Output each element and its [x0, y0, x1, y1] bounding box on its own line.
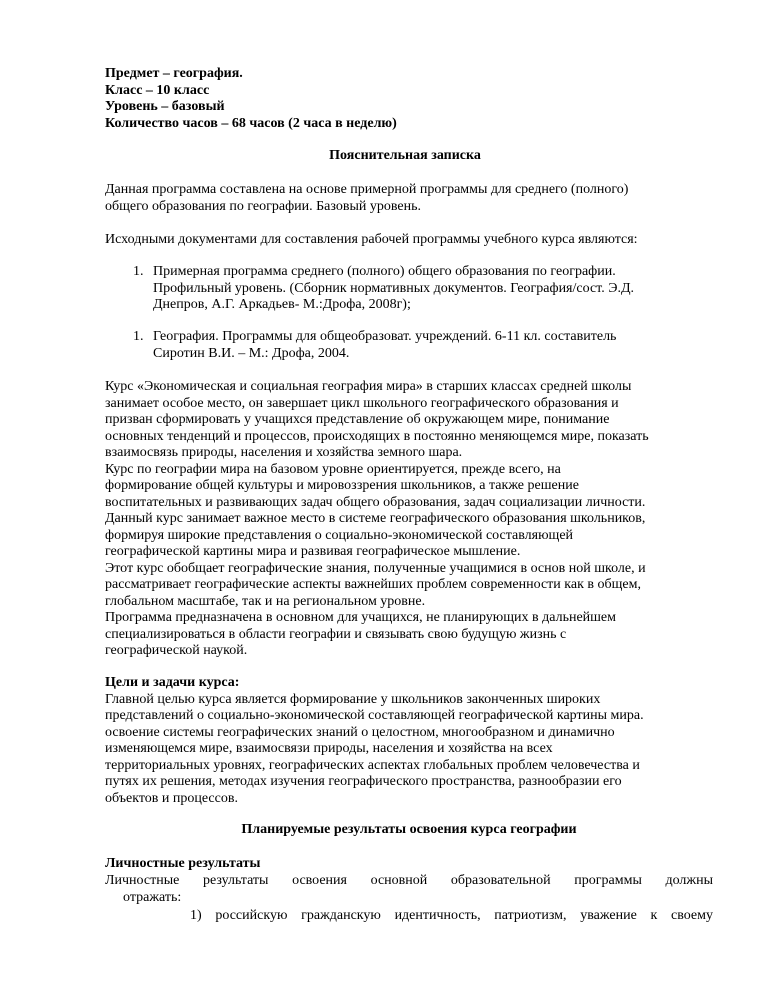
text-line: основных тенденций и процессов, происходящих в постоянно меняющемся мире, показать: [105, 428, 649, 444]
list-item-line: Примерная программа среднего (полного) общего образования по географии.: [153, 264, 616, 279]
text-line: географической картины мира и развивая географическое мышление.: [105, 544, 521, 559]
text-line: формирование общей культуры и мировоззрения школьников, а также решение: [105, 478, 579, 493]
intro-line: Данная программа составлена на основе примерной программы для среднего (полного): [105, 182, 629, 197]
personal-results-item: 1) российскую гражданскую идентичность, патриотизм, уважение к своему: [190, 908, 713, 923]
source-documents-lead: Исходными документами для составления рабочей программы учебного курса являются:: [105, 232, 638, 247]
source-document-list-1: [133, 264, 635, 314]
text-line: специализироваться в области географии и связывать свою будущую жизнь с: [105, 626, 567, 642]
text-line: изменяющемся мире, взаимосвязи природы, населения и хозяйства на всех: [105, 741, 553, 756]
intro-paragraph: [105, 182, 628, 215]
text-line: Этот курс обобщает географические знания, полученные учащимися в основ ной школе, и: [105, 560, 646, 576]
course-description-paragraph: [105, 379, 649, 660]
text-line: географической наукой.: [105, 643, 248, 658]
text-line: призван сформировать у учащихся представление об окружающем мире, понимание: [105, 412, 610, 427]
goals-section: [105, 675, 644, 807]
level-line: Уровень – базовый: [105, 99, 225, 114]
source-document-list-2: [133, 329, 617, 362]
explanatory-note-title: Пояснительная записка: [329, 148, 481, 163]
hours-line: Количество часов – 68 часов (2 часа в неделю): [105, 115, 397, 131]
grade-line: Класс – 10 класс: [105, 82, 210, 98]
intro-line: общего образования по географии. Базовый уровень.: [105, 198, 421, 214]
list-item-line: География. Программы для общеобразоват. учреждений. 6-11 кл. составитель: [153, 329, 617, 344]
text-line: взаимосвязь природы, населения и хозяйства земного шара.: [105, 445, 463, 460]
list-number: 1.: [133, 329, 144, 344]
personal-results-heading: Личностные результаты: [105, 856, 261, 871]
personal-results-line: отражать:: [123, 890, 182, 905]
text-line: представлений о социально-экономической составляющей географической картины мира.: [105, 708, 644, 723]
text-line: рассматривает географические аспекты важнейших проблем современности как в общем,: [105, 577, 641, 592]
text-line: освоение системы географических знаний о целостном, многообразном и динамично: [105, 724, 615, 740]
list-number: 1.: [133, 264, 144, 279]
text-line: глобальном масштабе, так и на региональном уровне.: [105, 593, 426, 609]
list-item: [133, 329, 617, 362]
text-line: воспитательных и развивающих задач общего образования, задач социализации личности.: [105, 494, 646, 510]
personal-results-line: Личностные результаты освоения основной образовательной программы должны: [105, 873, 713, 888]
text-line: Курс по географии мира на базовом уровне ориентируется, прежде всего, на: [105, 461, 561, 477]
text-line: Программа предназначена в основном для учащихся, не планирующих в дальнейшем: [105, 610, 616, 625]
list-item-line: Профильный уровень. (Сборник нормативных документов. География/сост. Э.Д.: [153, 280, 635, 296]
course-info-header: [105, 66, 397, 132]
planned-results-title: Планируемые результаты освоения курса географии: [241, 822, 577, 837]
text-line: Главной целью курса является формирование у школьников законченных широких: [105, 691, 601, 707]
text-line: формируя широкие представления о социально-экономической составляющей: [105, 527, 574, 543]
text-line: территориальных уровнях, географических аспектах глобальных проблем человечества и: [105, 757, 640, 773]
text-line: занимает особое место, он завершает цикл школьного географического образования и: [105, 395, 619, 411]
list-item-line: Сиротин В.И. – М.: Дрофа, 2004.: [153, 345, 350, 361]
text-line: путях их решения, методах изучения географического пространства, разнообразии его: [105, 774, 622, 789]
subject-line: Предмет – география.: [105, 66, 243, 81]
text-line: Курс «Экономическая и социальная география мира» в старших классах средней школы: [105, 379, 632, 394]
text-line: Данный курс занимает важное место в системе географического образования школьников,: [105, 511, 646, 526]
goals-heading: Цели и задачи курса:: [105, 675, 240, 690]
text-line: объектов и процессов.: [105, 790, 238, 806]
list-item-line: Днепров, А.Г. Аркадьев- М.:Дрофа, 2008г);: [153, 297, 411, 312]
list-item: [133, 264, 635, 314]
